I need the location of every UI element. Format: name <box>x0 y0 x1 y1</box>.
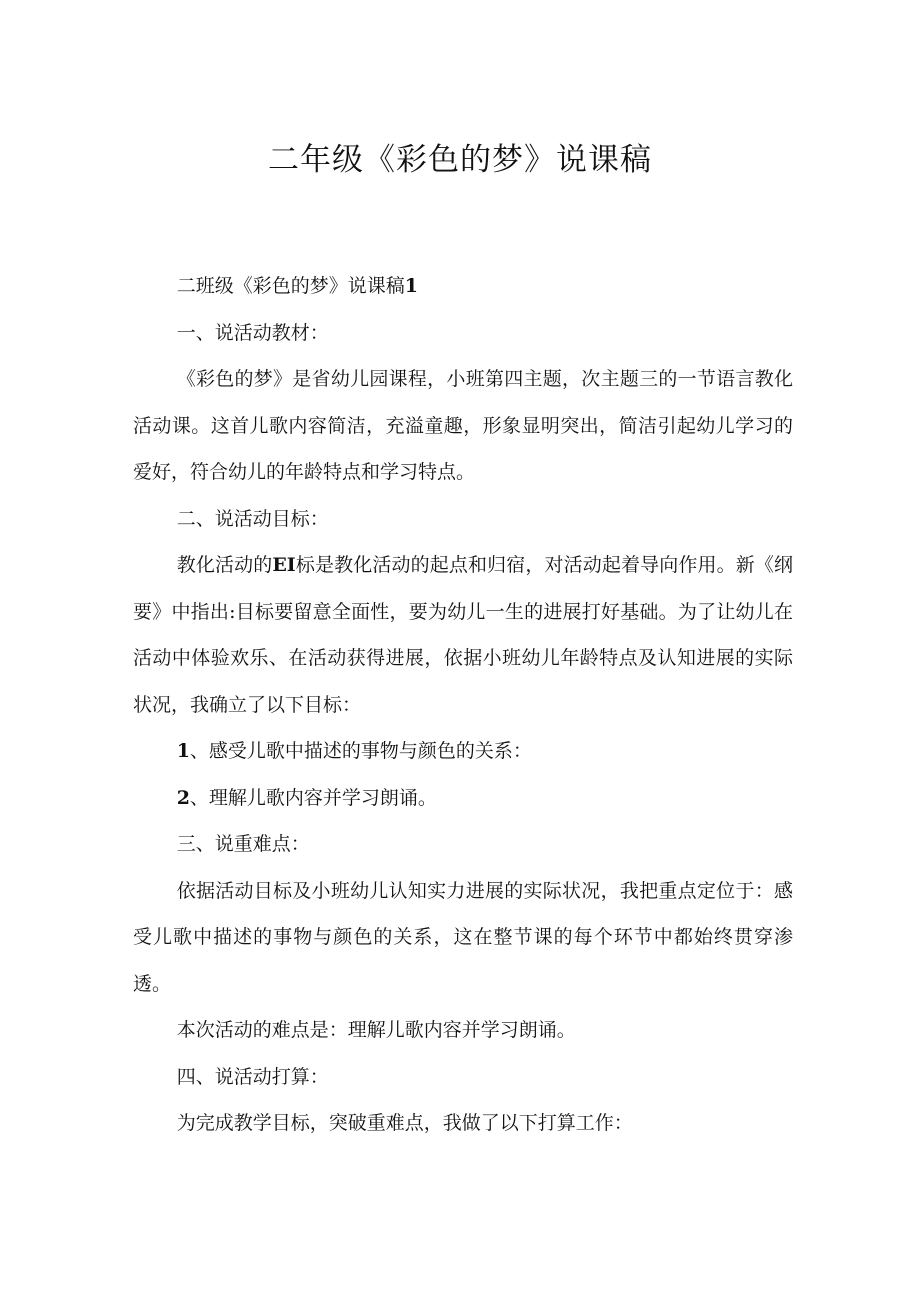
section-3-paragraph: 依据活动目标及小班幼儿认知实力进展的实际状况，我把重点定位于：感受儿歌中描述的事物与颜色的关系，这在整节课的每个环节中都始终贯穿渗透。 <box>133 879 793 995</box>
goal-2 <box>133 775 793 822</box>
section-2-text-a: 教化活动的 <box>176 554 273 576</box>
section-1-heading: 一、说活动教材： <box>176 321 329 344</box>
subtitle <box>133 263 793 310</box>
section-2-text-b: 标是教化活动的起点和归宿，对活动起着导向作用。新《纲要》中指出:目标要留意全面性，要为幼儿一生的进展打好基础。为了让幼儿在活动中体验欢乐、在活动获得进展，依据小班幼儿年龄特点及认知进展的实际状况，我确立了以下目标： <box>133 554 793 716</box>
document-body <box>133 263 793 1147</box>
section-2-text-bold: EI <box>272 554 296 576</box>
section-3-difficulty: 本次活动的难点是：理解儿歌内容并学习朗诵。 <box>176 1019 576 1041</box>
goal-2-text: 、理解儿歌内容并学习朗诵。 <box>189 786 437 809</box>
goal-1 <box>133 728 793 775</box>
goal-1-number: 1 <box>176 740 190 762</box>
goal-2-number: 2 <box>176 786 190 809</box>
section-2-paragraph <box>133 542 793 728</box>
section-2-heading: 二、说活动目标： <box>176 507 329 530</box>
goal-1-text: 、感受儿歌中描述的事物与颜色的关系： <box>189 740 532 762</box>
section-4-heading: 四、说活动打算： <box>176 1065 329 1088</box>
section-3-heading: 三、说重难点： <box>176 833 310 855</box>
section-4-paragraph: 为完成教学目标，突破重难点，我做了以下打算工作： <box>176 1112 633 1134</box>
document-title: 二年级《彩色的梦》说课稿 <box>268 142 652 178</box>
subtitle-number: 1 <box>404 275 418 297</box>
subtitle-text: 二班级《彩色的梦》说课稿 <box>176 275 405 297</box>
section-1-paragraph: 《彩色的梦》是省幼儿园课程，小班第四主题，次主题三的一节语言教化活动课。这首儿歌内容简洁，充溢童趣，形象显明突出，简洁引起幼儿学习的爱好，符合幼儿的年龄特点和学习特点。 <box>133 368 793 483</box>
